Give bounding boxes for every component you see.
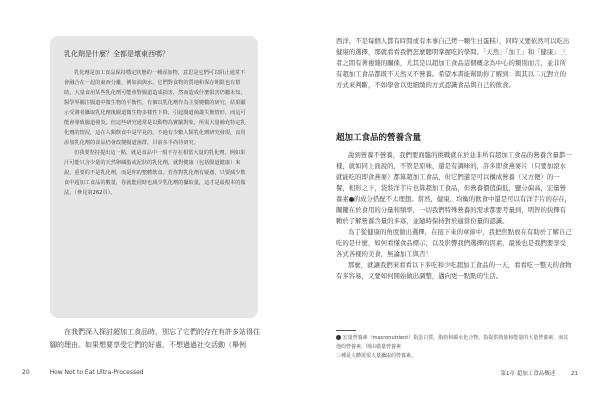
footnotes	[336, 334, 572, 361]
right-page-number: 21	[571, 371, 578, 377]
left-body-text	[50, 326, 260, 351]
section-heading: 超加工食品的營養含量	[336, 133, 422, 143]
chapter-title: 超加工食品概述	[516, 371, 556, 377]
right-intro-text	[336, 36, 572, 91]
sidebar-paragraph-1: 乳化劑是加工食品保持穩定狀態的一種添加物，意思是它們可以阻止通常不會融合在一起的東西分離，例如油與水。它們對食物的質地和保存期限也有幫助。大量食用某些乳化劑可能會對腸道造成損害，然而造成什麼損害仍屬未知，醫學界關注腸道中微生物的平衡性，有個以乳化劑作為主要變數的研究，結果顯示受測者攝取乳化劑後腸道微生物多樣性下降，引起腸道菌叢失衡情形，而這可能會導致腸道發炎。但這些研究通常是以動物為實驗對象，所需大量補充特定乳化劑的情況，這在人類飲食中是罕見的。不過有少數人類乳化劑研究發現，食用添加乳化劑的食品仍會改變腸道菌群，目前多半尚待研究。	[64, 70, 246, 146]
left-footer	[22, 369, 144, 376]
footnote-1-text: 宏量營養素（macronutrient）指蛋白質、脂肪和碳水化合物，指提供熱量和能量的大量營養素，而其他的營養素，則由微量營養素	[336, 335, 569, 350]
chapter-label: 第1章	[500, 371, 515, 377]
section-paragraph-4: 那麼，就讓我們來看看以下多吃和少吃超加工食品的一天，看看吃一整天的食物有多容易，又要如何開始做出調整，邁向更一點點的生活。	[336, 261, 572, 280]
section-paragraph-1-cont: 的成分搭配不太理想。當然，健康、均衡的飲食中還是可以有洋芋片的存在，關鍵在於食用的分量和頻率，一切我們特殊營養的需求都要考量到，明智的抉擇有賴於了解營養含量的多寡，並隨時保持對於適當份量的認識。	[336, 195, 572, 225]
footnote-divider	[336, 330, 356, 331]
right-footer	[500, 369, 578, 377]
sidebar-body	[64, 68, 250, 198]
right-section-text	[336, 150, 572, 282]
left-page-number: 20	[22, 369, 30, 376]
footnote-1	[336, 334, 572, 352]
section-paragraph-3: 為了從健康的角度做出選擇，在接下來的章節中，我把焦點放在有助於了解自己吃的是什麼，如何看懂食品標示，以及影響我們選擇的因素，最後也是我們要享受各式各樣的美食，無論加工與否！	[336, 228, 572, 258]
footnote-bullet-icon	[336, 335, 341, 340]
book-title: How Not to Eat Ultra-Processed	[49, 369, 144, 376]
left-paragraph: 在我們深入探討超加工食品時，別忘了它們的存在有許多站得住腳的理由。如果想要享受它們的好處，不想過過社交活動（舉例	[50, 328, 260, 349]
section-paragraph-1	[336, 150, 572, 227]
intro-paragraph: 西洋，不是每個人都有時間或有本事自己烤一顆生日蛋糕），同時又要依然可以吃出健康的選擇，那就看看我們怎麼聰明掌握吃的學問。「天然」「加工」和「健康」三者之間有著複雜的關係，尤其是以超加工食品這個概念為中心的類別而言，並非所有超加工食品都既不天然又不營養。希望本書能幫助你了解到：與其以二元對立的方式來判斷，不如學會以更細緻的方式認識食品與自己的飲食。	[336, 37, 570, 89]
sidebar-title: 乳化劑是什麼？全都是壞東西嗎？	[64, 50, 169, 58]
sidebar-paragraph-2: 但我要堅持提出這一點，就是食品中一般不存在相當大量的乳化劑，例如果汁可能只含少量的天然卵磷脂或泥狀的乳化劑，就對健康（包括腸道健康）來說，重要的不是乳化劑，而是你的整體飲食。若你對乳化劑有疑慮，只要減少飲食中超加工食品的數量，你就能同時也減少乳化劑的攝取量，這才是最根本的做法。（參見第262頁）。	[64, 150, 246, 196]
section-paragraph-1-text: 說到營養不營養，我們要面臨的挑戰就在於並非所有超加工食品的營養含量都一樣，就如同上面說的，不管是原味、還是有調味的，許多即食燕麥片（只要加滾水就能吃的即食燕麥）都算超加工食品，但它們還是可以構成營養（又方便）的一餐，相形之下，袋裝洋芋片也算超加工食品，但營養價值偏低，鹽分偏高，宏量營養素	[336, 151, 572, 203]
footnote-2: 三種是人體需要大量攝取的營養素。	[336, 353, 417, 359]
